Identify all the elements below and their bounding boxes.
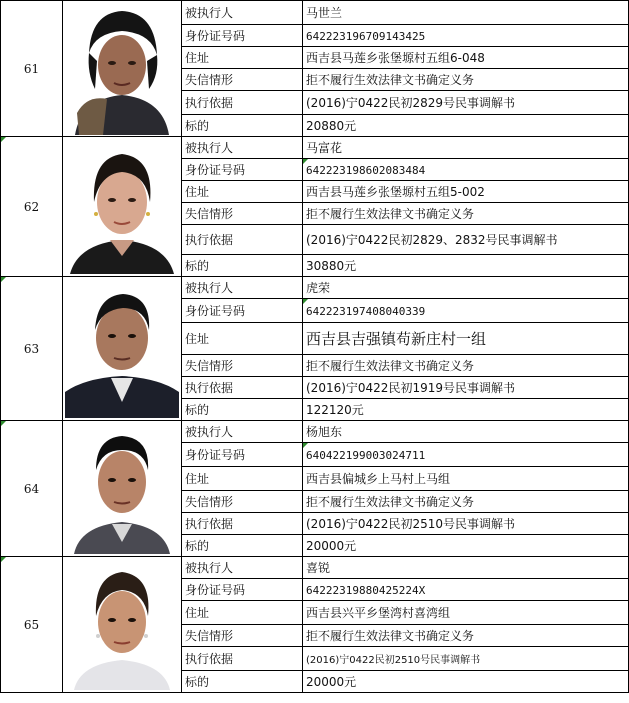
label-cell[interactable] xyxy=(182,159,303,181)
label-cell[interactable] xyxy=(182,421,303,443)
label-cell[interactable] xyxy=(182,377,303,399)
basis-value: (2016)宁0422民初2510号民事调解书 xyxy=(306,655,481,666)
value-cell[interactable] xyxy=(303,467,629,491)
value-cell[interactable] xyxy=(303,491,629,513)
basis-value: (2016)宁0422民初2829、2832号民事调解书 xyxy=(306,233,558,247)
value-cell[interactable] xyxy=(303,399,629,421)
value-cell[interactable] xyxy=(303,579,629,601)
photo-cell[interactable] xyxy=(63,1,182,137)
address-value: 西吉县兴平乡堡湾村喜湾组 xyxy=(306,606,451,620)
situation-value: 拒不履行生效法律文书确定义务 xyxy=(306,73,475,87)
label-cell[interactable] xyxy=(182,91,303,115)
id-value: 642223196709143425 xyxy=(306,29,426,43)
record-number-cell[interactable] xyxy=(1,1,63,137)
label-cell[interactable] xyxy=(182,355,303,377)
value-cell[interactable] xyxy=(303,535,629,557)
basis-value: (2016)宁0422民初2829号民事调解书 xyxy=(306,96,515,110)
address-value: 西吉县吉强镇苟新庄村一组 xyxy=(306,330,487,348)
label-basis: 执行依据 xyxy=(185,96,234,110)
label-cell[interactable] xyxy=(182,601,303,625)
situation-value: 拒不履行生效法律文书确定义务 xyxy=(306,207,475,221)
record-number: 65 xyxy=(23,617,40,632)
table-row[interactable] xyxy=(1,137,629,159)
subject-value: 20000元 xyxy=(306,539,357,553)
label-cell[interactable] xyxy=(182,491,303,513)
label-cell[interactable] xyxy=(182,299,303,323)
record-number-cell[interactable] xyxy=(1,557,63,693)
value-cell[interactable] xyxy=(303,69,629,91)
label-subject: 标的 xyxy=(185,539,210,553)
subject-value: 122120元 xyxy=(306,403,364,417)
label-cell[interactable] xyxy=(182,535,303,557)
value-cell[interactable] xyxy=(303,91,629,115)
basis-value: (2016)宁0422民初1919号民事调解书 xyxy=(306,381,515,395)
label-situation: 失信情形 xyxy=(185,495,234,509)
name-value: 马世兰 xyxy=(306,6,343,20)
label-address: 住址 xyxy=(185,606,210,620)
table-row[interactable] xyxy=(1,277,629,299)
address-value: 西吉县偏城乡上马村上马组 xyxy=(306,472,451,486)
portrait-photo xyxy=(67,3,177,135)
value-cell[interactable] xyxy=(303,137,629,159)
label-subject: 标的 xyxy=(185,259,210,273)
corner-marker-icon xyxy=(303,299,308,304)
value-cell[interactable] xyxy=(303,225,629,255)
corner-marker-icon xyxy=(1,557,6,562)
label-cell[interactable] xyxy=(182,579,303,601)
label-cell[interactable] xyxy=(182,443,303,467)
label-name: 被执行人 xyxy=(185,425,234,439)
label-id: 身份证号码 xyxy=(185,448,246,462)
label-situation: 失信情形 xyxy=(185,207,234,221)
label-cell[interactable] xyxy=(182,467,303,491)
table-row[interactable] xyxy=(1,557,629,579)
label-cell[interactable] xyxy=(182,255,303,277)
id-value: 642223198602083484 xyxy=(306,163,426,177)
value-cell[interactable] xyxy=(303,443,629,467)
name-value: 马富花 xyxy=(306,141,343,155)
value-cell[interactable] xyxy=(303,159,629,181)
label-name: 被执行人 xyxy=(185,281,234,295)
label-cell[interactable] xyxy=(182,203,303,225)
label-cell[interactable] xyxy=(182,47,303,69)
label-address: 住址 xyxy=(185,472,210,486)
corner-marker-icon xyxy=(303,443,308,448)
value-cell[interactable] xyxy=(303,513,629,535)
record-number: 63 xyxy=(23,341,40,356)
photo-cell[interactable] xyxy=(63,137,182,277)
id-value: 640422199003024711 xyxy=(306,448,426,462)
value-cell[interactable] xyxy=(303,203,629,225)
record-number-cell[interactable] xyxy=(1,277,63,421)
label-cell[interactable] xyxy=(182,625,303,647)
value-cell[interactable] xyxy=(303,625,629,647)
value-cell[interactable] xyxy=(303,47,629,69)
label-basis: 执行依据 xyxy=(185,517,234,531)
label-address: 住址 xyxy=(185,51,210,65)
label-subject: 标的 xyxy=(185,675,210,689)
photo-cell[interactable] xyxy=(63,277,182,421)
value-cell[interactable] xyxy=(303,255,629,277)
label-cell[interactable] xyxy=(182,647,303,671)
label-cell[interactable] xyxy=(182,137,303,159)
value-cell[interactable] xyxy=(303,181,629,203)
value-cell[interactable] xyxy=(303,557,629,579)
value-cell[interactable] xyxy=(303,323,629,355)
subject-value: 20000元 xyxy=(306,675,357,689)
value-cell[interactable] xyxy=(303,601,629,625)
name-value: 杨旭东 xyxy=(306,425,343,439)
label-cell[interactable] xyxy=(182,181,303,203)
table-row[interactable] xyxy=(1,1,629,25)
corner-marker-icon xyxy=(1,277,6,282)
label-cell[interactable] xyxy=(182,1,303,25)
record-number-cell[interactable] xyxy=(1,421,63,557)
label-cell[interactable] xyxy=(182,69,303,91)
label-situation: 失信情形 xyxy=(185,359,234,373)
situation-value: 拒不履行生效法律文书确定义务 xyxy=(306,359,475,373)
value-cell[interactable] xyxy=(303,115,629,137)
label-basis: 执行依据 xyxy=(185,652,234,666)
label-situation: 失信情形 xyxy=(185,73,234,87)
label-id: 身份证号码 xyxy=(185,163,246,177)
record-number: 64 xyxy=(23,481,40,496)
value-cell[interactable] xyxy=(303,671,629,693)
value-cell[interactable] xyxy=(303,647,629,671)
id-value: 642223197408040339 xyxy=(306,304,426,318)
photo-cell[interactable] xyxy=(63,557,182,693)
label-cell[interactable] xyxy=(182,115,303,137)
label-cell[interactable] xyxy=(182,25,303,47)
label-cell[interactable] xyxy=(182,513,303,535)
corner-marker-icon xyxy=(1,137,6,142)
value-cell[interactable] xyxy=(303,421,629,443)
label-subject: 标的 xyxy=(185,403,210,417)
value-cell[interactable] xyxy=(303,1,629,25)
label-id: 身份证号码 xyxy=(185,583,246,597)
address-value: 西吉县马莲乡张堡塬村五组5-002 xyxy=(306,185,485,199)
label-cell[interactable] xyxy=(182,671,303,693)
value-cell[interactable] xyxy=(303,25,629,47)
label-name: 被执行人 xyxy=(185,561,234,575)
situation-value: 拒不履行生效法律文书确定义务 xyxy=(306,629,475,643)
name-value: 虎荣 xyxy=(306,281,331,295)
table-row[interactable] xyxy=(1,421,629,443)
label-cell[interactable] xyxy=(182,225,303,255)
label-cell[interactable] xyxy=(182,323,303,355)
address-value: 西吉县马莲乡张堡塬村五组6-048 xyxy=(306,51,485,65)
subject-value: 20880元 xyxy=(306,119,357,133)
label-basis: 执行依据 xyxy=(185,381,234,395)
record-number-cell[interactable] xyxy=(1,137,63,277)
label-address: 住址 xyxy=(185,332,210,346)
label-basis: 执行依据 xyxy=(185,233,234,247)
label-id: 身份证号码 xyxy=(185,304,246,318)
label-address: 住址 xyxy=(185,185,210,199)
portrait-photo xyxy=(68,560,176,690)
corner-marker-icon xyxy=(303,159,308,164)
subject-value: 30880元 xyxy=(306,259,357,273)
photo-cell[interactable] xyxy=(63,421,182,557)
value-cell[interactable] xyxy=(303,377,629,399)
situation-value: 拒不履行生效法律文书确定义务 xyxy=(306,495,475,509)
label-name: 被执行人 xyxy=(185,141,234,155)
value-cell[interactable] xyxy=(303,299,629,323)
record-number: 62 xyxy=(23,199,40,214)
label-subject: 标的 xyxy=(185,119,210,133)
portrait-photo xyxy=(66,140,178,274)
value-cell[interactable] xyxy=(303,277,629,299)
label-name: 被执行人 xyxy=(185,6,234,20)
portrait-photo xyxy=(66,424,178,554)
record-number: 61 xyxy=(23,61,40,76)
label-cell[interactable] xyxy=(182,277,303,299)
id-value: 64222319880425224X xyxy=(306,583,426,597)
corner-marker-icon xyxy=(1,421,6,426)
value-cell[interactable] xyxy=(303,355,629,377)
label-cell[interactable] xyxy=(182,399,303,421)
label-cell[interactable] xyxy=(182,557,303,579)
basis-value: (2016)宁0422民初2510号民事调解书 xyxy=(306,517,515,531)
portrait-photo xyxy=(65,280,179,418)
label-situation: 失信情形 xyxy=(185,629,234,643)
name-value: 喜锐 xyxy=(306,561,331,575)
label-id: 身份证号码 xyxy=(185,29,246,43)
